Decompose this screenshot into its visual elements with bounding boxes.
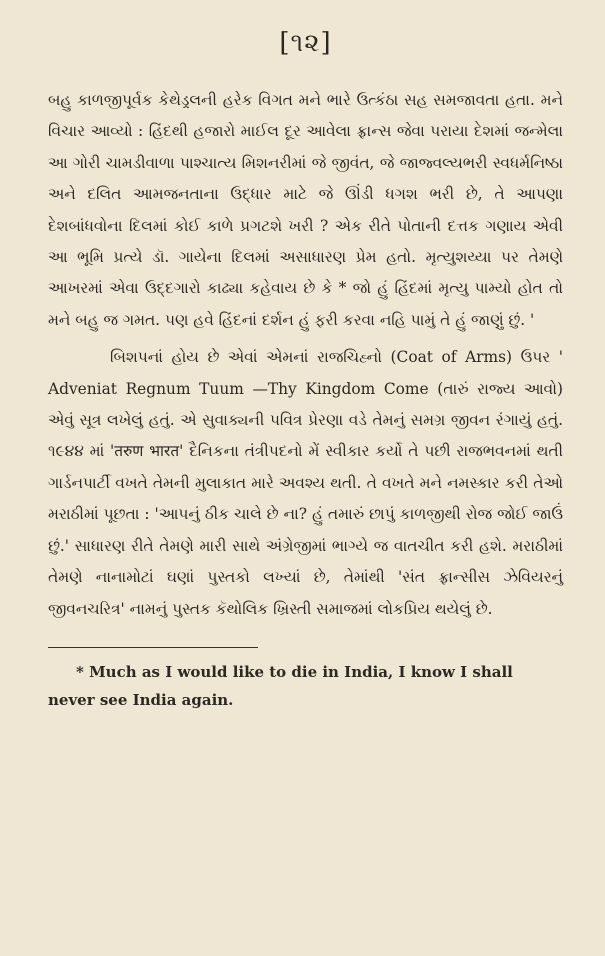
paragraph-2: બિશપનાં હોય છે એવાં એમનાં રાજચિહ્નો (Coat of Arms) ઉપર ' Adveniat Regnum Tuum —Thy Kingdom Come (તારું રાજ્ય આવો) એવું સૂત્ર લખેલું હતું. એ સુવાક્યની પવિત્ર પ્રેરણા વડે તેમનું સમગ્ર જીવન રંગાયું હતું. ૧૯૪૪ માં 'तरुण भारत' દૈનિકના તંત્રીપદનો મેં સ્વીકાર કર્યો તે પછી રાજભવનમાં થતી ગાર્ડનપાર્ટી વખતે તેમની મુલાકાત મારે અવશ્ય થતી. તે વખતે મને નમસ્કાર કરી તેઓ મરાઠીમાં પૂછતા : 'આપનું ઠીક ચાલે છે ના? હું તમારું છાપું કાળજીથી રોજ જોઈ જાઉં છું.' સાધારણ રીતે તેમણે મારી સાથે અંગ્રેજીમાં ભાગ્યે જ વાતચીત કરી હશે. મરાઠીમાં તેમણે નાનામોટાં ઘણાં પુસ્તકો લખ્યાં છે, તેમાંથી 'સંત ફ્રાન્સીસ ઝેવિયરનું જીવનચરિત્ર' નામનું પુસ્તક કૅથોલિક ખ્રિસ્તી સમાજમાં લોકપ્રિય થયેલું છે. [48,348,563,618]
footnote: * Much as I would like to die in India, I know I shall never see India again. [48,662,513,709]
footnote-divider [48,647,258,648]
page-number: [૧૨] [279,28,332,58]
paragraph-1: બહુ કાળજીપૂર્વક કેથેડ્રલની હરેક વિગત મને ભારે ઉત્કંઠા સહ સમજાવતા હતા. મને વિચાર આવ્યો : હિંદથી હજારો માઈલ દૂર આવેલા ફ્રાન્સ જેવા પરાયા દેશમાં જન્મેલા આ ગોરી ચામડીવાળા પાશ્ચાત્ય મિશનરીમાં જે જીવંત, જે જાજ્વલ્યભરી સ્વધર્મનિષ્ઠા અને દલિત આમજનતાના ઉદ્ધાર માટે જે ઊંડી ધગશ ભરી છે, તે આપણા દેશબાંધવોના દિલમાં કોઈ કાળે પ્રગટશે ખરી ? એક રીતે પોતાની દત્તક ગણાય એવી આ ભૂમિ પ્રત્યે ડૉ. ગાયેના દિલમાં અસાધારણ પ્રેમ હતો. મૃત્યુશય્યા પર તેમણે આખરમાં એવા ઉદ્દગારો કાઢ્યા કહેવાય છે કે * જો હું હિંદમાં મૃત્યુ પામ્યો હોત તો મને બહુ જ ગમત. પણ હવે હિંદનાં દર્શન હું ફરી કરવા નહિ પામું તે હું જાણું છું. ' [48,91,563,329]
